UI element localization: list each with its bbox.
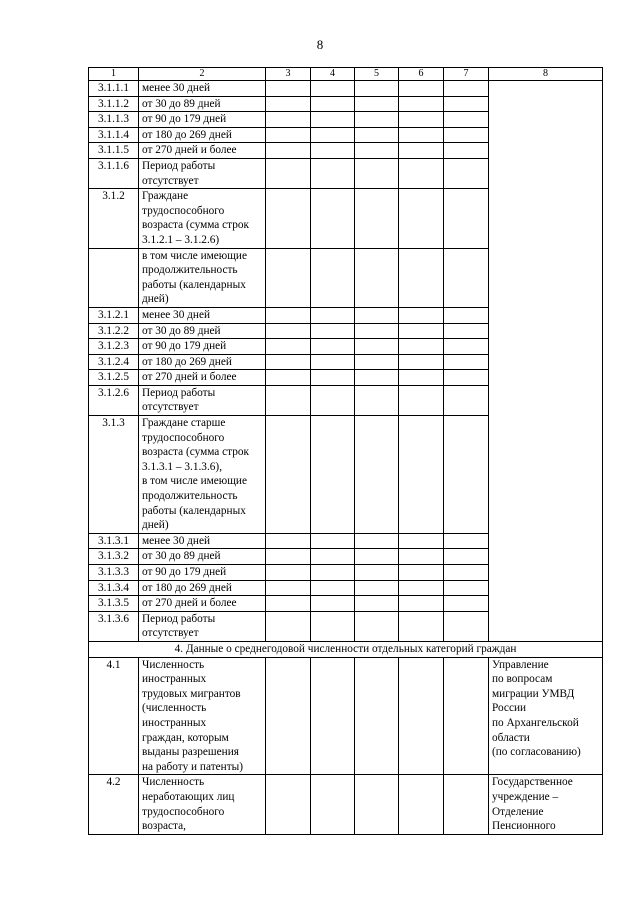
table-row: [89, 775, 603, 834]
value-cell: [266, 775, 311, 834]
value-cell: [355, 323, 399, 339]
header-col-6: 6: [399, 68, 444, 81]
value-cell: [266, 385, 311, 415]
row-label: от 270 дней и более: [139, 370, 266, 386]
row-label: от 270 дней и более: [139, 596, 266, 612]
row-number: 3.1.3.6: [89, 611, 139, 641]
value-cell: [355, 533, 399, 549]
value-cell: [399, 248, 444, 307]
row-label: от 270 дней и более: [139, 143, 266, 159]
value-cell: [399, 370, 444, 386]
value-cell: [266, 307, 311, 323]
value-cell: [311, 189, 355, 248]
row-label: от 90 до 179 дней: [139, 112, 266, 128]
value-cell: [444, 657, 489, 775]
value-cell: [311, 307, 355, 323]
value-cell: [399, 611, 444, 641]
value-cell: [311, 385, 355, 415]
value-cell: [266, 657, 311, 775]
table-row: [89, 81, 603, 97]
value-cell: [399, 416, 444, 534]
row-label: от 30 до 89 дней: [139, 96, 266, 112]
value-cell: [311, 112, 355, 128]
header-col-2: 2: [139, 68, 266, 81]
value-cell: [444, 112, 489, 128]
value-cell: [355, 189, 399, 248]
value-cell: [355, 657, 399, 775]
row-number: 3.1.1.5: [89, 143, 139, 159]
value-cell: [266, 189, 311, 248]
row-label: от 180 до 269 дней: [139, 354, 266, 370]
value-cell: [355, 565, 399, 581]
value-cell: [355, 370, 399, 386]
value-cell: [311, 565, 355, 581]
value-cell: [444, 127, 489, 143]
value-cell: [355, 611, 399, 641]
value-cell: [399, 323, 444, 339]
row-number: 3.1.3.5: [89, 596, 139, 612]
row-number: 3.1.2.4: [89, 354, 139, 370]
value-cell: [355, 339, 399, 355]
value-cell: [311, 127, 355, 143]
value-cell: [399, 127, 444, 143]
value-cell: [266, 323, 311, 339]
value-cell: [399, 189, 444, 248]
row-label: от 90 до 179 дней: [139, 339, 266, 355]
statistics-table: [88, 67, 603, 835]
value-cell: [444, 307, 489, 323]
header-col-5: 5: [355, 68, 399, 81]
value-cell: [355, 385, 399, 415]
value-cell: [444, 158, 489, 188]
value-cell: [266, 96, 311, 112]
value-cell: [444, 143, 489, 159]
header-col-1: 1: [89, 68, 139, 81]
row-number: 3.1.2.3: [89, 339, 139, 355]
row-label: Граждане старше трудоспособного возраста (сумма строк 3.1.3.1 – 3.1.3.6), в том числе имеющие продолжительность работы (календарных дней): [139, 416, 266, 534]
source-cell: [489, 81, 603, 642]
row-number: 4.1: [89, 657, 139, 775]
value-cell: [311, 775, 355, 834]
value-cell: [311, 549, 355, 565]
row-number: 3.1.3.3: [89, 565, 139, 581]
row-label: Граждане трудоспособного возраста (сумма строк 3.1.2.1 – 3.1.2.6): [139, 189, 266, 248]
row-label: Период работы отсутствует: [139, 158, 266, 188]
value-cell: [399, 96, 444, 112]
page-number: 8: [316, 37, 324, 52]
value-cell: [311, 323, 355, 339]
section-title: 4. Данные о среднегодовой численности отдельных категорий граждан: [89, 641, 603, 657]
table-row: [89, 657, 603, 775]
value-cell: [355, 775, 399, 834]
value-cell: [355, 248, 399, 307]
value-cell: [355, 127, 399, 143]
value-cell: [444, 565, 489, 581]
value-cell: [399, 354, 444, 370]
row-label: Численность неработающих лиц трудоспособного возраста,: [139, 775, 266, 834]
row-number: 3.1.1.4: [89, 127, 139, 143]
header-col-7: 7: [444, 68, 489, 81]
value-cell: [444, 189, 489, 248]
row-label: менее 30 дней: [139, 307, 266, 323]
source-cell: Государственное учреждение – Отделение Пенсионного: [489, 775, 603, 834]
value-cell: [355, 549, 399, 565]
value-cell: [355, 143, 399, 159]
value-cell: [311, 533, 355, 549]
row-number: 3.1.1.1: [89, 81, 139, 97]
row-number: 3.1.3.1: [89, 533, 139, 549]
header-col-8: 8: [489, 68, 603, 81]
value-cell: [399, 307, 444, 323]
value-cell: [311, 339, 355, 355]
value-cell: [355, 158, 399, 188]
row-number: 3.1.3.4: [89, 580, 139, 596]
value-cell: [399, 112, 444, 128]
value-cell: [266, 127, 311, 143]
value-cell: [355, 307, 399, 323]
value-cell: [355, 596, 399, 612]
row-number: 3.1.3.2: [89, 549, 139, 565]
value-cell: [311, 81, 355, 97]
row-number: 4.2: [89, 775, 139, 834]
row-number: 3.1.2.2: [89, 323, 139, 339]
value-cell: [444, 370, 489, 386]
section-row: [89, 641, 603, 657]
value-cell: [399, 596, 444, 612]
value-cell: [444, 611, 489, 641]
header-row: [89, 68, 603, 81]
value-cell: [266, 158, 311, 188]
value-cell: [399, 533, 444, 549]
value-cell: [399, 385, 444, 415]
row-label: от 180 до 269 дней: [139, 127, 266, 143]
value-cell: [266, 611, 311, 641]
value-cell: [355, 580, 399, 596]
value-cell: [355, 112, 399, 128]
value-cell: [399, 158, 444, 188]
value-cell: [399, 339, 444, 355]
row-label: Период работы отсутствует: [139, 385, 266, 415]
row-label: от 180 до 269 дней: [139, 580, 266, 596]
value-cell: [444, 354, 489, 370]
value-cell: [399, 549, 444, 565]
value-cell: [399, 143, 444, 159]
row-number: 3.1.3: [89, 416, 139, 534]
row-number: 3.1.2: [89, 189, 139, 248]
value-cell: [355, 416, 399, 534]
value-cell: [444, 248, 489, 307]
value-cell: [266, 339, 311, 355]
value-cell: [444, 596, 489, 612]
value-cell: [266, 565, 311, 581]
value-cell: [311, 158, 355, 188]
value-cell: [444, 385, 489, 415]
value-cell: [266, 580, 311, 596]
header-col-3: 3: [266, 68, 311, 81]
value-cell: [311, 248, 355, 307]
value-cell: [399, 580, 444, 596]
value-cell: [444, 96, 489, 112]
source-cell: Управление по вопросам миграции УМВД России по Архангельской области (по согласованию): [489, 657, 603, 775]
row-label: Численность иностранных трудовых мигрантов (численность иностранных граждан, которым выданы разрешения на работу и патенты): [139, 657, 266, 775]
value-cell: [266, 112, 311, 128]
value-cell: [266, 354, 311, 370]
row-label: в том числе имеющие продолжительность работы (календарных дней): [139, 248, 266, 307]
row-label: Период работы отсутствует: [139, 611, 266, 641]
value-cell: [444, 416, 489, 534]
row-number: [89, 248, 139, 307]
value-cell: [311, 657, 355, 775]
row-label: от 30 до 89 дней: [139, 549, 266, 565]
value-cell: [355, 354, 399, 370]
value-cell: [266, 248, 311, 307]
value-cell: [311, 580, 355, 596]
value-cell: [311, 416, 355, 534]
value-cell: [266, 596, 311, 612]
value-cell: [444, 81, 489, 97]
value-cell: [444, 549, 489, 565]
value-cell: [355, 96, 399, 112]
value-cell: [311, 143, 355, 159]
row-number: 3.1.2.1: [89, 307, 139, 323]
row-label: от 90 до 179 дней: [139, 565, 266, 581]
value-cell: [266, 533, 311, 549]
value-cell: [311, 354, 355, 370]
value-cell: [399, 657, 444, 775]
value-cell: [399, 81, 444, 97]
value-cell: [399, 775, 444, 834]
row-number: 3.1.2.6: [89, 385, 139, 415]
row-number: 3.1.2.5: [89, 370, 139, 386]
value-cell: [399, 565, 444, 581]
value-cell: [444, 580, 489, 596]
row-number: 3.1.1.3: [89, 112, 139, 128]
value-cell: [444, 533, 489, 549]
row-number: 3.1.1.2: [89, 96, 139, 112]
value-cell: [311, 370, 355, 386]
value-cell: [444, 339, 489, 355]
value-cell: [311, 611, 355, 641]
value-cell: [266, 549, 311, 565]
value-cell: [266, 416, 311, 534]
row-label: менее 30 дней: [139, 81, 266, 97]
value-cell: [355, 81, 399, 97]
value-cell: [444, 323, 489, 339]
value-cell: [266, 143, 311, 159]
row-number: 3.1.1.6: [89, 158, 139, 188]
row-label: от 30 до 89 дней: [139, 323, 266, 339]
value-cell: [311, 96, 355, 112]
value-cell: [266, 370, 311, 386]
value-cell: [311, 596, 355, 612]
value-cell: [444, 775, 489, 834]
value-cell: [266, 81, 311, 97]
header-col-4: 4: [311, 68, 355, 81]
row-label: менее 30 дней: [139, 533, 266, 549]
